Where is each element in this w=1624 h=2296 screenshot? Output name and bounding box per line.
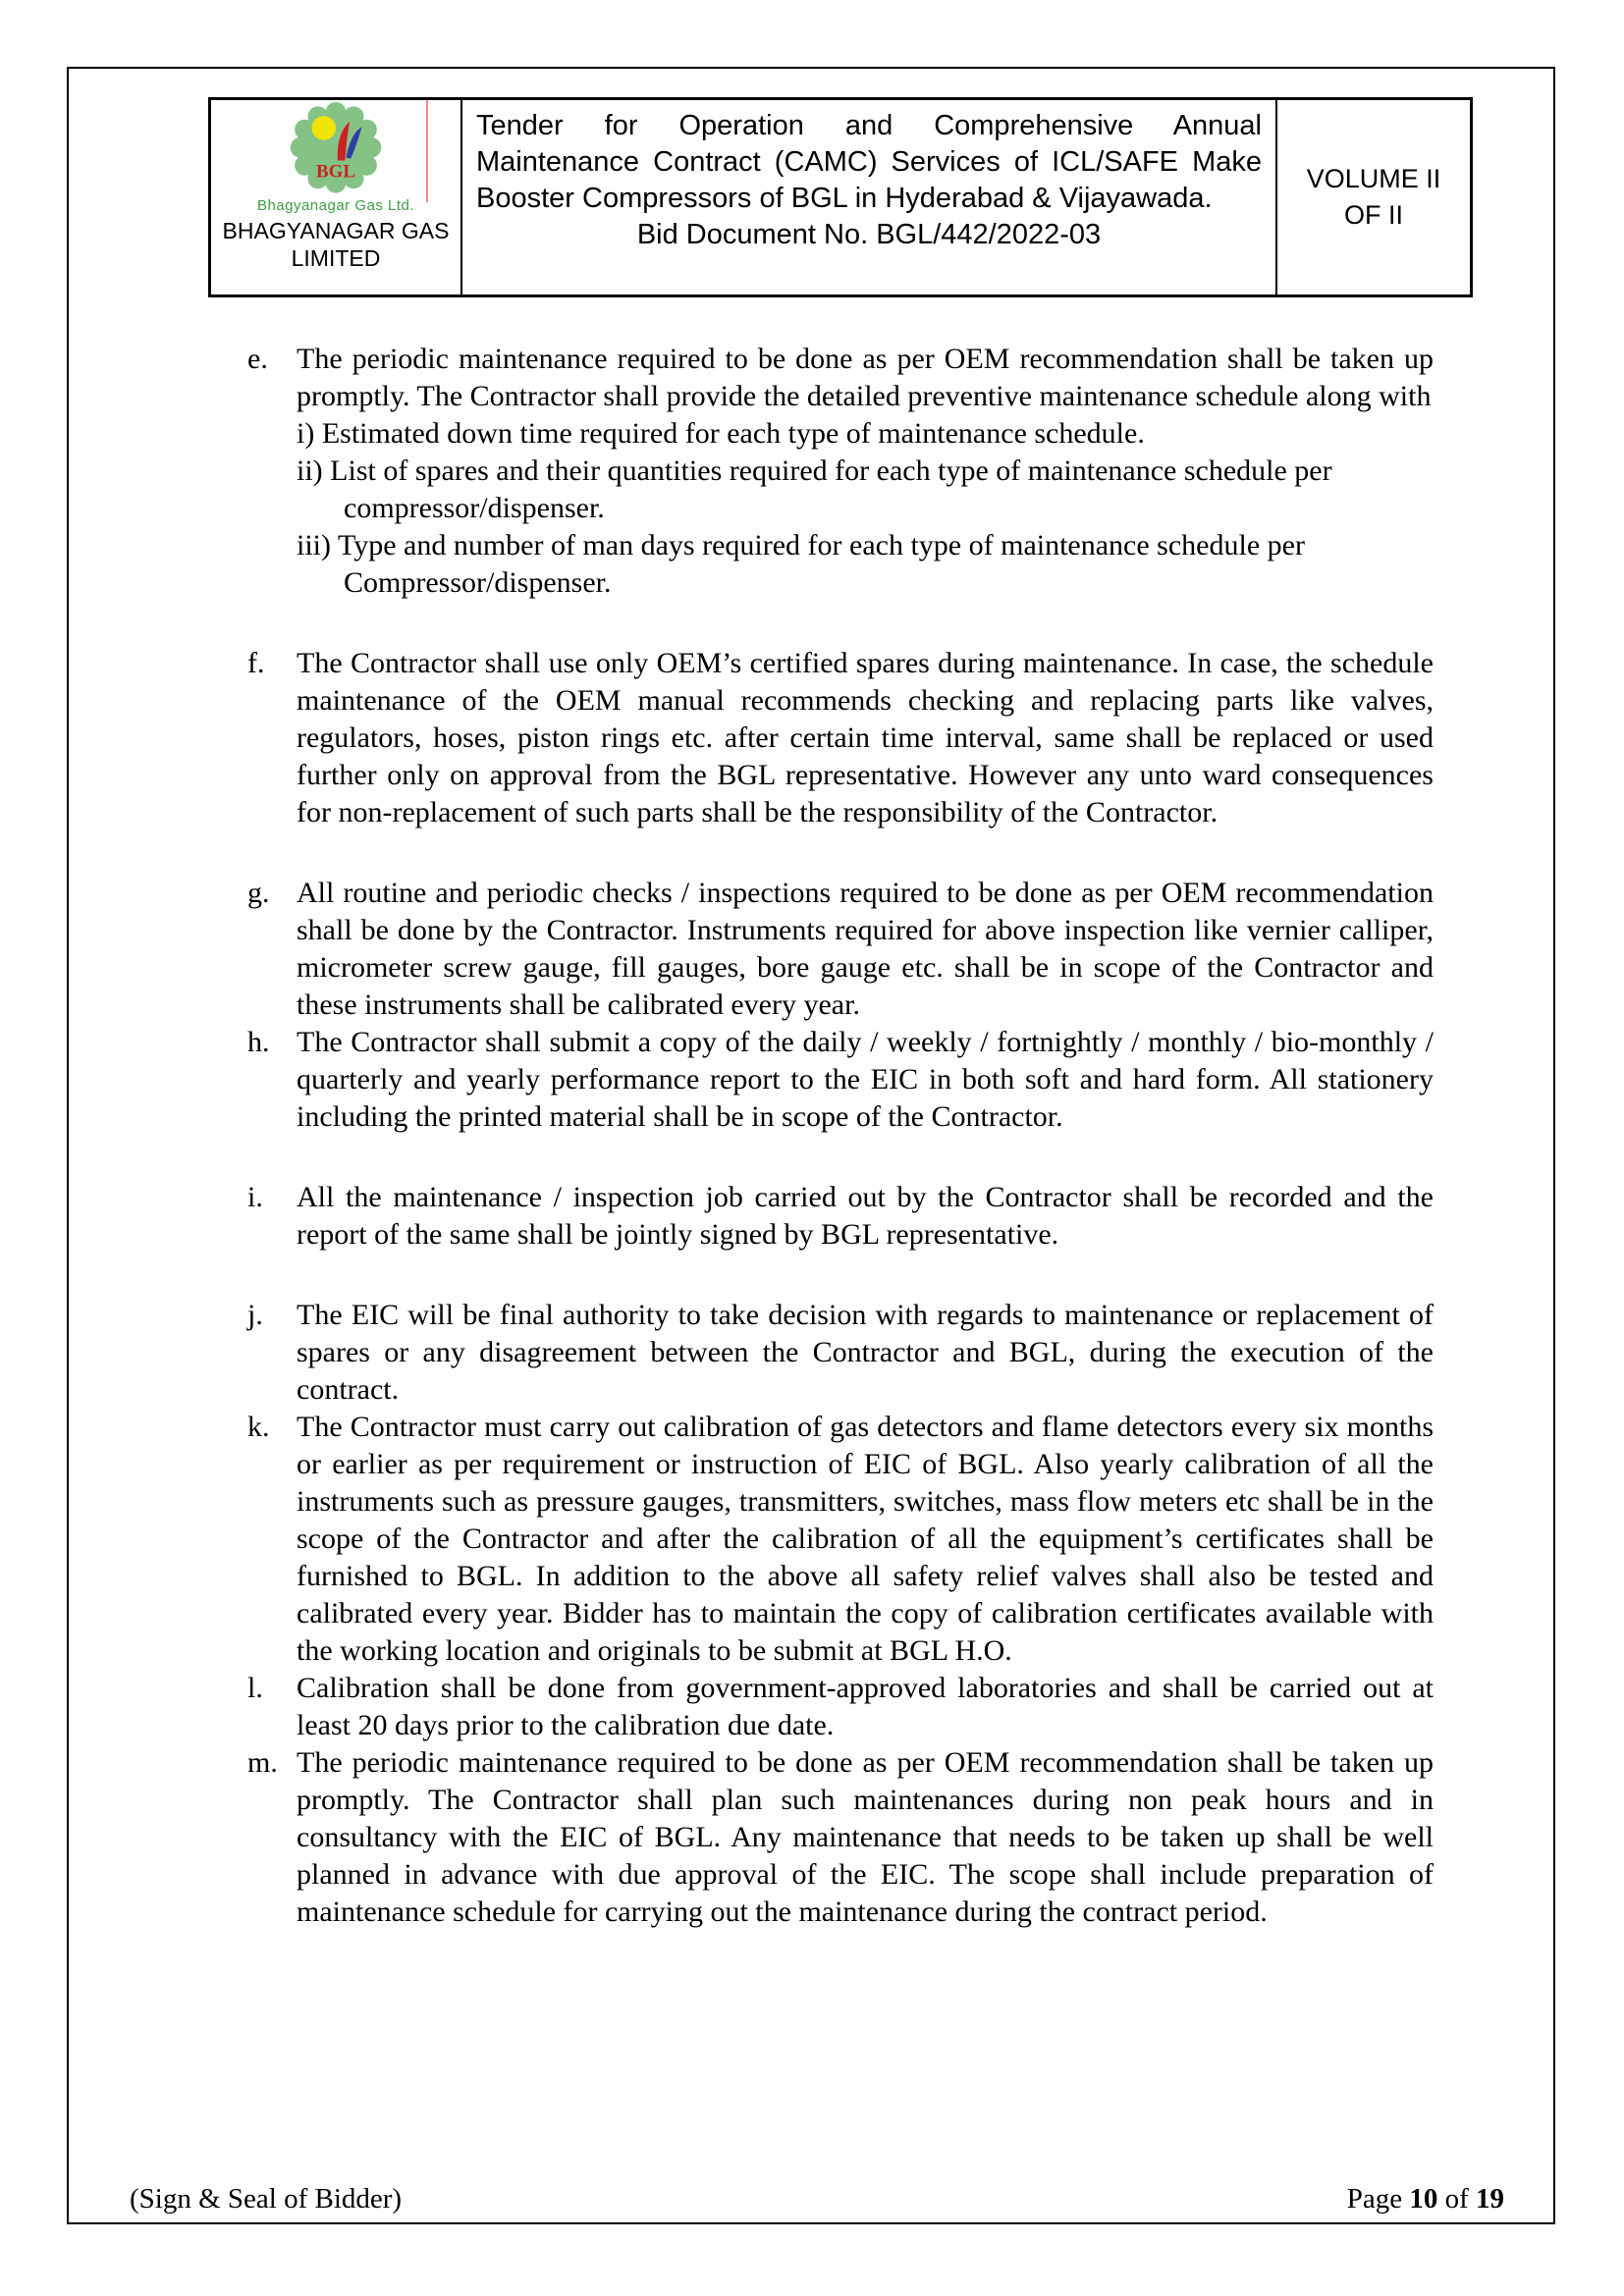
subclause-label: i) <box>297 417 315 450</box>
page-total: 19 <box>1476 2183 1504 2215</box>
clause-label: g. <box>247 877 270 909</box>
logo-sun-icon <box>311 116 336 140</box>
clause-j <box>247 1297 1434 1409</box>
clause-text: The Contractor shall use only OEM’s certified spares during maintenance. In case, the schedule maintenance of the OEM manual recommends checking and replacing parts like valves, regulators, hoses, piston rings etc. after certain time interval, same shall be replaced or used further only on approval from the BGL representative. However any unto ward consequences for non-replacement of such parts shall be the responsibility of the Contractor. <box>297 647 1434 828</box>
clause-g <box>247 875 1434 1024</box>
header-title-cell <box>462 100 1277 294</box>
page-footer <box>130 2181 1504 2216</box>
page-number-indicator <box>1347 2181 1504 2216</box>
clause-label: m. <box>247 1746 278 1779</box>
clause-label: j. <box>247 1299 263 1331</box>
clause-k <box>247 1409 1434 1670</box>
clause-text: The EIC will be final authority to take decision with regards to maintenance or replacement of spares or any disagreement between the Contractor and BGL, during the execution of the contract. <box>297 1299 1434 1406</box>
clause-h <box>247 1024 1434 1136</box>
subclause-iii <box>297 527 1434 602</box>
subclause-ii <box>297 453 1434 527</box>
subclause-text: List of spares and their quantities required for each type of maintenance schedule per compressor/dispenser. <box>322 454 1332 524</box>
clause-label: l. <box>247 1672 263 1704</box>
org-name-line1: BHAGYANAGAR GAS <box>222 218 450 243</box>
clause-text: Calibration shall be done from government-approved laboratories and shall be carried out at least 20 days prior to the calibration due date. <box>297 1672 1434 1741</box>
logo-monogram: BGL <box>316 161 355 183</box>
volume-line1: VOLUME II <box>1306 164 1441 193</box>
clause-text: The Contractor shall submit a copy of the daily / weekly / fortnightly / monthly / bio-monthly / quarterly and yearly performance report to the EIC in both soft and hard form. All stationery including the printed material shall be in scope of the Contractor. <box>297 1026 1434 1133</box>
clause-e <box>247 341 1434 602</box>
subclause-i <box>297 415 1434 453</box>
clause-body <box>297 341 1434 602</box>
page-number: 10 <box>1409 2183 1438 2215</box>
org-name-line2: LIMITED <box>291 245 381 271</box>
clause-f <box>247 645 1434 831</box>
clause-list <box>247 341 1434 1931</box>
header-volume-cell <box>1277 100 1470 294</box>
clause-label: i. <box>247 1181 263 1213</box>
header-table <box>208 97 1473 297</box>
bgl-logo <box>285 101 387 203</box>
clause-i <box>247 1179 1434 1254</box>
of-word: of <box>1444 2183 1469 2215</box>
clause-label: f. <box>247 647 265 679</box>
page-word: Page <box>1346 2183 1403 2215</box>
clause-label: e. <box>247 343 268 375</box>
org-name <box>223 217 450 272</box>
clause-l <box>247 1670 1434 1744</box>
tender-title: Tender for Operation and Comprehensive Annual Maintenance Contract (CAMC) Services of ICL/SAFE Make Booster Compressors of BGL in Hyderabad & Vijayawada. <box>476 110 1262 214</box>
bid-document-number: Bid Document No. BGL/442/2022-03 <box>636 219 1102 250</box>
clause-text: The periodic maintenance required to be done as per OEM recommendation shall be taken up promptly. The Contractor shall plan such maintenances during non peak hours and in consultancy with the EIC of BGL. Any maintenance that needs to be taken up shall be well planned in advance with due approval of the EIC. The scope shall include preparation of maintenance schedule for carrying out the maintenance during the contract period. <box>297 1746 1434 1928</box>
subclause-label: ii) <box>297 454 323 487</box>
clause-text: The Contractor must carry out calibration of gas detectors and flame detectors every six months or earlier as per requirement or instruction of EIC of BGL. Also yearly calibration of all the instruments such as pressure gauges, transmitters, switches, mass flow meters etc shall be in the scope of the Contractor and after the calibration of all the equipment’s certificates shall be furnished to BGL. In addition to the above all safety relief valves shall also be tested and calibrated every year. Bidder has to maintain the copy of calibration certificates available with the working location and originals to be submit at BGL H.O. <box>297 1411 1434 1667</box>
volume-line2: OF II <box>1344 200 1403 230</box>
clause-label: k. <box>247 1411 270 1443</box>
header-logo-cell <box>211 100 462 294</box>
clause-m <box>247 1744 1434 1931</box>
logo-caption: Bhagyanagar Gas Ltd. <box>256 197 415 214</box>
subclause-text: Type and number of man days required for each type of maintenance schedule per Compressor/dispenser. <box>331 529 1305 599</box>
clause-text: The periodic maintenance required to be done as per OEM recommendation shall be taken up promptly. The Contractor shall provide the detailed preventive maintenance schedule along with <box>297 343 1434 412</box>
clause-text: All routine and periodic checks / inspections required to be done as per OEM recommendation shall be done by the Contractor. Instruments required for above inspection like vernier calliper, micrometer screw gauge, fill gauges, bore gauge etc. shall be in scope of the Contractor and these instruments shall be calibrated every year. <box>297 877 1434 1021</box>
clause-text: All the maintenance / inspection job carried out by the Contractor shall be recorded and the report of the same shall be jointly signed by BGL representative. <box>297 1181 1434 1251</box>
subclause-text: Estimated down time required for each type of maintenance schedule. <box>314 417 1145 450</box>
clause-label: h. <box>247 1026 270 1058</box>
subclause-label: iii) <box>297 529 331 561</box>
scan-artifact-red-line <box>426 100 428 202</box>
sign-seal-note: (Sign & Seal of Bidder) <box>130 2183 403 2215</box>
